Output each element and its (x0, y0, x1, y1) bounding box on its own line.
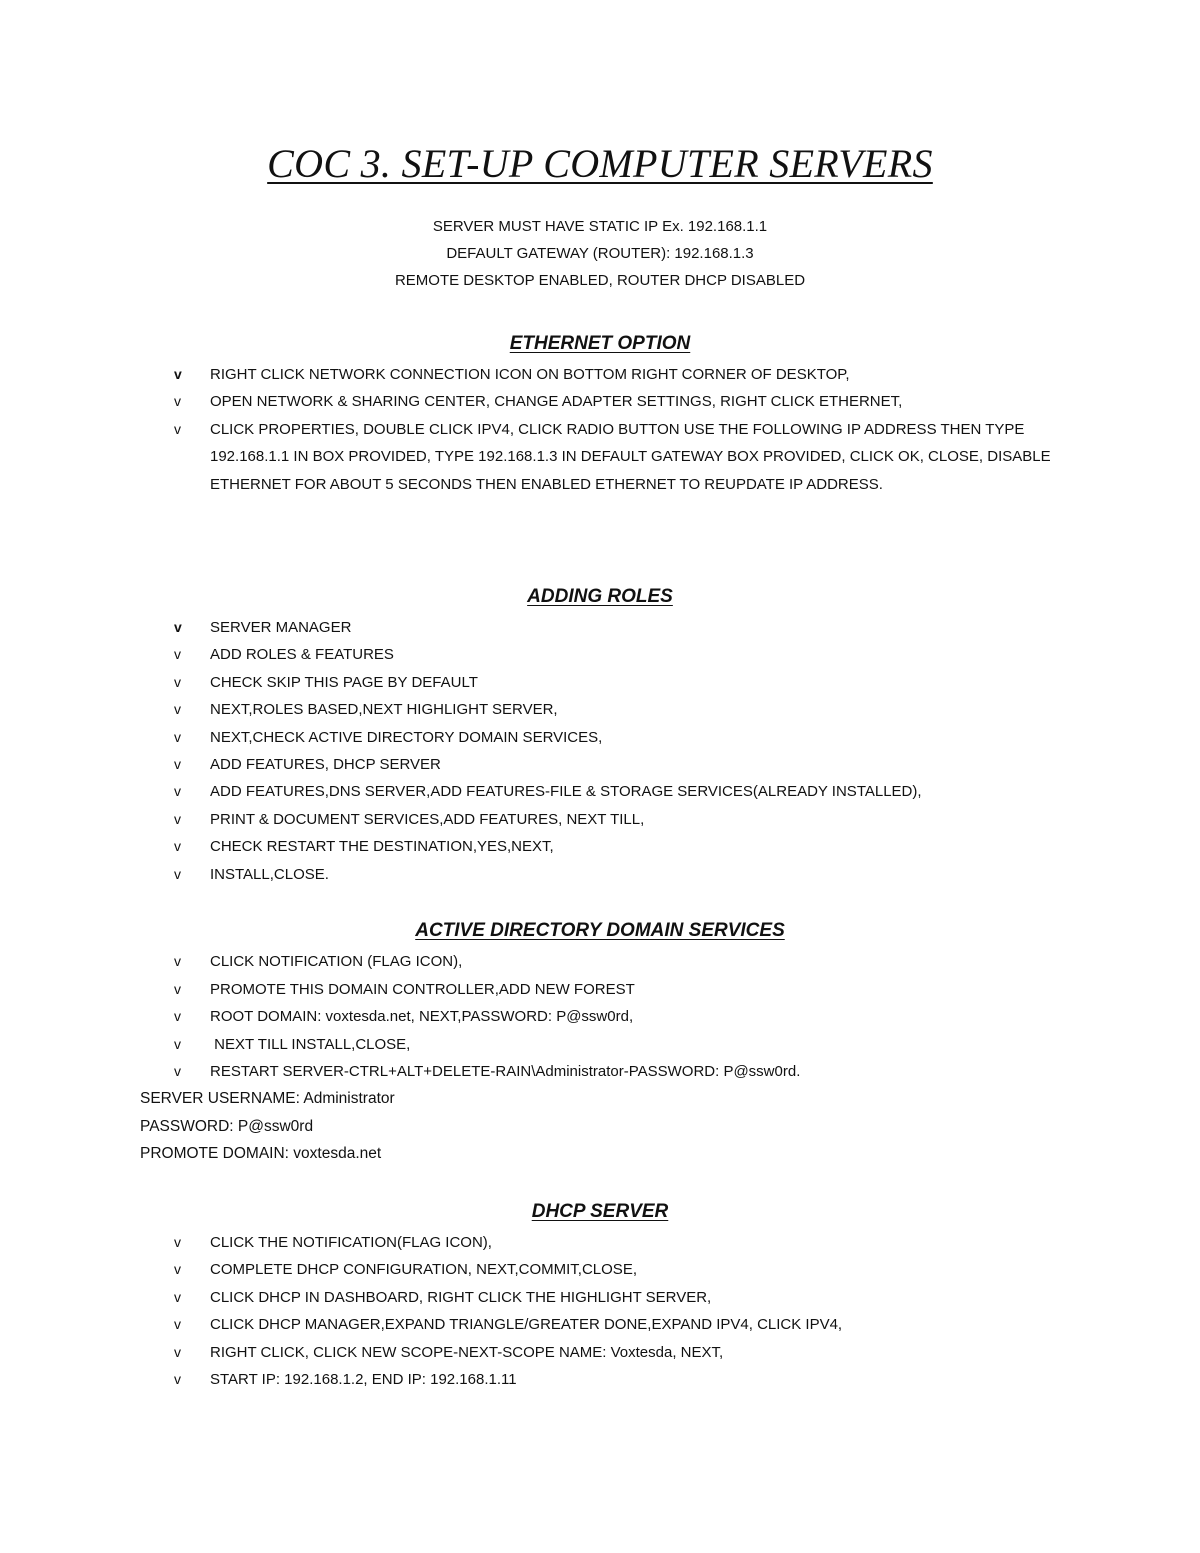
list-item: CLICK DHCP MANAGER,EXPAND TRIANGLE/GREATER DONE,EXPAND IPV4, CLICK IPV4, (210, 1316, 843, 1333)
list-item: CHECK RESTART THE DESTINATION,YES,NEXT, (210, 838, 554, 855)
bullet-icon: v (174, 421, 181, 437)
note-password: PASSWORD: P@ssw0rd (140, 1118, 314, 1135)
bullet-icon: v (174, 1371, 181, 1387)
bullet-icon: v (174, 981, 181, 997)
list-item: CLICK NOTIFICATION (FLAG ICON), (210, 953, 463, 970)
bullet-icon: v (174, 729, 181, 745)
bullet-icon: v (174, 1063, 181, 1079)
bullet-icon: v (174, 866, 181, 882)
bullet-icon: v (174, 366, 182, 382)
bullet-icon: v (174, 1036, 181, 1052)
list-item: INSTALL,CLOSE. (210, 866, 329, 883)
intro-line-gateway: DEFAULT GATEWAY (ROUTER): 192.168.1.3 (446, 245, 754, 262)
intro-line-static-ip: SERVER MUST HAVE STATIC IP Ex. 192.168.1.1 (432, 218, 768, 235)
bullet-icon: v (174, 783, 181, 799)
note-server-username: SERVER USERNAME: Administrator (140, 1090, 395, 1107)
bullet-icon: v (174, 646, 181, 662)
document-title: COC 3. SET-UP COMPUTER SERVERS (267, 141, 933, 186)
list-item: PRINT & DOCUMENT SERVICES,ADD FEATURES, NEXT TILL, (210, 811, 645, 828)
list-item: CLICK THE NOTIFICATION(FLAG ICON), (210, 1234, 492, 1251)
bullet-icon: v (174, 1344, 181, 1360)
bullet-icon: v (174, 838, 181, 854)
section-heading-roles: ADDING ROLES (527, 586, 673, 607)
bullet-icon: v (174, 1316, 181, 1332)
list-item: NEXT,ROLES BASED,NEXT HIGHLIGHT SERVER, (210, 701, 558, 718)
bullet-icon: v (174, 1008, 181, 1024)
bullet-icon: v (174, 619, 182, 635)
list-item: NEXT TILL INSTALL,CLOSE, (210, 1036, 411, 1053)
list-item: OPEN NETWORK & SHARING CENTER, CHANGE ADAPTER SETTINGS, RIGHT CLICK ETHERNET, (210, 393, 903, 410)
list-item: ROOT DOMAIN: voxtesda.net, NEXT,PASSWORD: P@ssw0rd, (210, 1008, 634, 1025)
intro-line-remote-desktop: REMOTE DESKTOP ENABLED, ROUTER DHCP DISABLED (394, 272, 806, 289)
list-item: ADD FEATURES,DNS SERVER,ADD FEATURES-FILE & STORAGE SERVICES(ALREADY INSTALLED), (210, 783, 922, 800)
bullet-icon: v (174, 811, 181, 827)
list-item: CHECK SKIP THIS PAGE BY DEFAULT (210, 674, 478, 691)
list-item: SERVER MANAGER (210, 619, 352, 636)
list-item: START IP: 192.168.1.2, END IP: 192.168.1.11 (210, 1371, 517, 1388)
bullet-icon: v (174, 1234, 181, 1250)
list-item: CLICK PROPERTIES, DOUBLE CLICK IPV4, CLICK RADIO BUTTON USE THE FOLLOWING IP ADDRESS THEN TYPE 192.168.1.1 IN BOX PROVIDED, TYPE 192.168.1.3 IN DEFAULT GATEWAY BOX PROVIDED, CLICK OK, CLOSE, DISABLE ETHERNET FOR ABOUT 5 SECONDS THEN ENABLED ETHERNET TO REUPDATE IP ADDRESS. (210, 421, 1051, 493)
bullet-icon: v (174, 674, 181, 690)
bullet-icon: v (174, 756, 181, 772)
bullet-icon: v (174, 701, 181, 717)
list-item: ADD ROLES & FEATURES (210, 646, 394, 663)
list-item: ADD FEATURES, DHCP SERVER (210, 756, 441, 773)
note-promote-domain: PROMOTE DOMAIN: voxtesda.net (140, 1145, 382, 1162)
section-heading-adds: ACTIVE DIRECTORY DOMAIN SERVICES (415, 920, 785, 941)
section-heading-dhcp: DHCP SERVER (531, 1201, 669, 1222)
section-heading-ethernet: ETHERNET OPTION (509, 333, 691, 354)
list-item: RIGHT CLICK, CLICK NEW SCOPE-NEXT-SCOPE NAME: Voxtesda, NEXT, (210, 1344, 724, 1361)
list-item: RIGHT CLICK NETWORK CONNECTION ICON ON BOTTOM RIGHT CORNER OF DESKTOP, (210, 366, 850, 383)
list-item: CLICK DHCP IN DASHBOARD, RIGHT CLICK THE HIGHLIGHT SERVER, (210, 1289, 712, 1306)
list-item: PROMOTE THIS DOMAIN CONTROLLER,ADD NEW FOREST (210, 981, 635, 998)
bullet-icon: v (174, 953, 181, 969)
list-item: COMPLETE DHCP CONFIGURATION, NEXT,COMMIT,CLOSE, (210, 1261, 637, 1278)
bullet-icon: v (174, 393, 181, 409)
bullet-icon: v (174, 1261, 181, 1277)
bullet-icon: v (174, 1289, 181, 1305)
list-item: RESTART SERVER-CTRL+ALT+DELETE-RAIN\Administrator-PASSWORD: P@ssw0rd. (210, 1063, 801, 1080)
list-item: NEXT,CHECK ACTIVE DIRECTORY DOMAIN SERVICES, (210, 729, 603, 746)
